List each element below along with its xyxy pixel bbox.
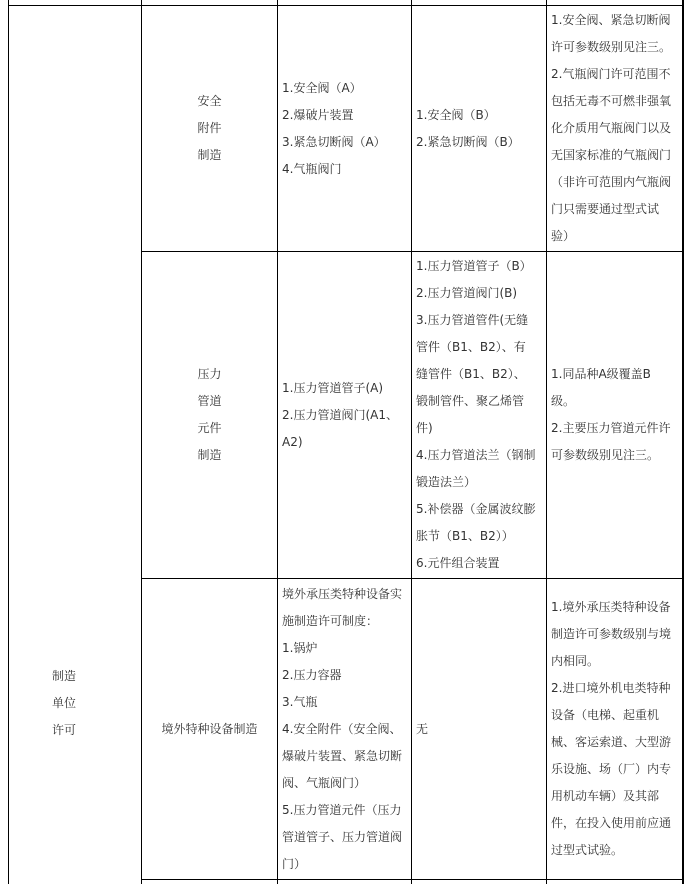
cell-text-line: 4.安全附件（安全阀、 xyxy=(282,721,402,736)
cell-text-line: 设备（电梯、起重机 xyxy=(551,708,660,722)
cell-text-line: 压力 xyxy=(197,367,222,381)
cell-text-line: 内相同。 xyxy=(551,654,600,668)
cell-text-line: 1.安全阀、紧急切断阀 xyxy=(551,13,671,27)
notes-cell xyxy=(547,579,682,879)
cell-text-line: 施制造许可制度： xyxy=(282,613,379,628)
cell-text-line: 2.爆破片装置 xyxy=(282,107,354,122)
cell-text-line: 制造 xyxy=(197,148,222,162)
cell-text-line: （非许可范围内气瓶阀 xyxy=(551,175,672,189)
cell-text-line: 化介质用气瓶阀门以及 xyxy=(551,121,672,135)
cell-text-line: 1.同品种A级覆盖B xyxy=(551,367,651,381)
category-cell xyxy=(9,662,119,744)
notes-cell xyxy=(547,6,682,251)
cell-text-line: 过型式试验。 xyxy=(551,843,624,857)
notes-cell xyxy=(547,252,682,578)
level-b-cell xyxy=(412,252,546,578)
cell-text-line: 1.压力管道管子（B） xyxy=(416,259,532,273)
cell-text-line: 5.压力管道元件（压力 xyxy=(282,802,402,817)
cell-text-line: 境外承压类特种设备实 xyxy=(282,586,403,601)
cell-text-line: 制造许可参数级别与境 xyxy=(551,627,672,641)
cell-text-line: 缝管件（B1、B2）、 xyxy=(416,367,526,381)
type-cell xyxy=(142,579,277,879)
level-a-cell xyxy=(278,252,411,578)
cell-text-line: 2.压力容器 xyxy=(282,667,342,682)
cell-text-line: 用机动车辆）及其部 xyxy=(551,789,660,803)
cell-text-line: 胀节（B1、B2）） xyxy=(416,529,514,543)
cell-text-line: 制造 xyxy=(197,448,222,462)
cell-text-line: 件，在投入使用前应通 xyxy=(551,816,672,830)
cell-text-line: 许可参数级别见注三。 xyxy=(551,40,672,54)
cell-text-line: 1.压力管道管子(A) xyxy=(282,380,384,395)
cell-text-line: 锻造法兰） xyxy=(416,475,477,489)
cell-text-line: 安全 xyxy=(197,94,222,108)
level-b-cell xyxy=(412,6,546,251)
cell-text-line: 级。 xyxy=(551,394,576,408)
cell-text-line: 门） xyxy=(282,856,307,871)
cell-text-line: 阀、气瓶阀门） xyxy=(282,775,367,790)
cell-text-line: 5.补偿器（金属波纹膨 xyxy=(416,502,536,516)
cell-text-line: 1.锅炉 xyxy=(282,640,318,655)
cell-text-line: 验） xyxy=(551,229,576,243)
cell-text-line: 1.境外承压类特种设备 xyxy=(551,600,671,614)
cell-text-line: 元件 xyxy=(197,421,222,435)
table-border xyxy=(682,0,684,884)
cell-text-line: 3.紧急切断阀（A） xyxy=(282,134,386,149)
level-a-cell xyxy=(278,6,411,251)
cell-text-line: 制造 xyxy=(51,668,76,683)
type-cell xyxy=(142,6,277,251)
cell-text-line: 可参数级别见注三。 xyxy=(551,448,660,462)
cell-text-line: 械、客运索道、大型游 xyxy=(551,735,672,749)
cell-text-line: 爆破片装置、紧急切断 xyxy=(282,748,403,763)
type-cell xyxy=(142,252,277,578)
cell-text-line: 2.气瓶阀门许可范围不 xyxy=(551,67,671,81)
cell-text-line: 2.压力管道阀门(A1、 xyxy=(282,407,398,422)
cell-text-line: 3.气瓶 xyxy=(282,694,318,709)
cell-text-line: 乐设施、场（厂）内专 xyxy=(551,762,672,776)
cell-text-line: 无 xyxy=(416,721,429,736)
table-border xyxy=(141,879,684,880)
cell-text-line: 3.压力管道管件(无缝 xyxy=(416,313,529,327)
cell-text-line: 2.主要压力管道元件许 xyxy=(551,421,671,435)
cell-text-line: 附件 xyxy=(197,121,222,135)
cell-text-line: 单位 xyxy=(51,695,76,710)
cell-text-line: 管道 xyxy=(197,394,222,408)
cell-text-line: 4.气瓶阀门 xyxy=(282,161,342,176)
cell-text-line: 包括无毒不可燃非强氧 xyxy=(551,94,672,108)
cell-text-line: 4.压力管道法兰（钢制 xyxy=(416,448,536,462)
cell-text-line: 2.紧急切断阀（B） xyxy=(416,134,520,149)
cell-text-line: 管道管子、压力管道阀 xyxy=(282,829,403,844)
cell-text-line: 2.进口境外机电类特种 xyxy=(551,681,671,695)
level-a-cell xyxy=(278,579,411,879)
cell-text-line: 门只需要通过型式试 xyxy=(551,202,660,216)
cell-text-line: 6.元件组合装置 xyxy=(416,556,500,570)
cell-text-line: 1.安全阀（B） xyxy=(416,107,496,122)
table-border xyxy=(8,0,9,884)
cell-text-line: 1.安全阀（A） xyxy=(282,80,362,95)
cell-text-line: 管件（B1、B2）、有 xyxy=(416,340,526,354)
cell-text-line: 锻制管件、聚乙烯管 xyxy=(416,394,525,408)
cell-text-line: 2.压力管道阀门(B) xyxy=(416,286,518,300)
cell-text-line: 无国家标准的气瓶阀门 xyxy=(551,148,672,162)
cell-text-line: 件) xyxy=(416,421,433,435)
cell-text-line: A2) xyxy=(282,434,303,449)
level-b-cell xyxy=(412,579,546,879)
cell-text-line: 境外特种设备制造 xyxy=(161,721,258,736)
cell-text-line: 许可 xyxy=(51,722,76,737)
